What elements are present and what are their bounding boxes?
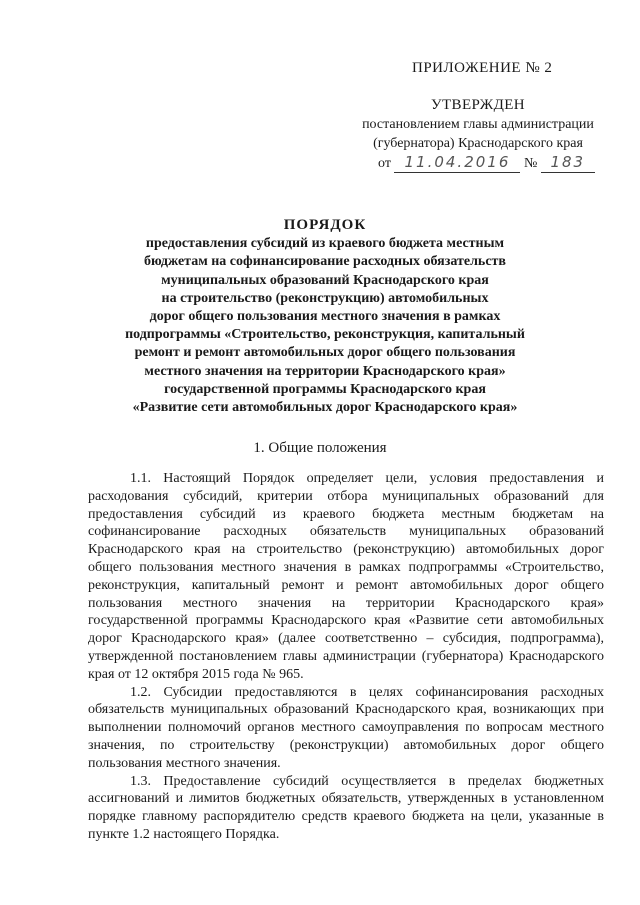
document-title-block bbox=[100, 216, 550, 417]
title-line: государственной программы Краснодарского края bbox=[164, 381, 486, 397]
paragraph-1-3: 1.3. Предоставление субсидий осуществляется в пределах бюджетных ассигнований и лимитов бюджетных обязательств, утвержденных в установленном порядке главному распорядителю средств краевого бюджета на цели, указанные в пункте 1.2 настоящего Порядка. bbox=[88, 773, 604, 842]
date-prefix: от bbox=[378, 156, 391, 171]
handwritten-date: 11.04.2016 bbox=[394, 153, 520, 173]
title-line: дорог общего пользования местного значения в рамках bbox=[149, 309, 501, 325]
title-line: на строительство (реконструкцию) автомобильных bbox=[161, 290, 489, 306]
date-line bbox=[348, 153, 608, 173]
title-line: подпрограммы «Строительство, реконструкция, капитальный bbox=[125, 327, 525, 343]
title-line: ремонт и ремонт автомобильных дорог общего пользования bbox=[134, 345, 516, 361]
title-line: предоставления субсидий из краевого бюджета местным bbox=[145, 236, 505, 252]
title-line: муниципальных образований Краснодарского края bbox=[161, 272, 489, 288]
paragraph-1-2: 1.2. Субсидии предоставляются в целях софинансирования расходных обязательств муниципальных образований Краснодарского края, возникающих при выполнении полномочий органов местного самоуправления по вопросам местного значения, по строительству (реконструкции) автомобильных дорог общего пользования местного значения. bbox=[88, 684, 604, 771]
number-prefix: № bbox=[523, 156, 538, 171]
title-line: бюджетам на софинансирование расходных обязательств bbox=[144, 254, 506, 270]
appendix-label: ПРИЛОЖЕНИЕ № 2 bbox=[412, 60, 553, 76]
body-text bbox=[88, 470, 604, 844]
section-heading: 1. Общие положения bbox=[253, 440, 387, 456]
approved-title: УТВЕРЖДЕН bbox=[430, 97, 526, 113]
approved-by-line2: (губернатора) Краснодарского края bbox=[373, 136, 583, 151]
paragraph-1-1: 1.1. Настоящий Порядок определяет цели, условия предоставления и расходования субсидий, критерии отбора муниципальных образований для предоставления субсидий из краевого бюджета местным бюджетам на софинансирование расходных обязательств муниципальных образований Краснодарского края на строительство (реконструкцию) автомобильных дорог общего пользования местного значения в рамках подпрограммы «Строительство, реконструкция, капитальный ремонт и ремонт автомобильных дорог общего пользования местного значения на территории Краснодарского края» государственной программы Краснодарского края «Развитие сети автомобильных дорог Краснодарского края» (далее соответственно – субсидия, подпрограмма), утвержденной постановлением главы администрации (губернатора) Краснодарского края от 12 октября 2015 года № 965. bbox=[88, 471, 604, 682]
approved-by-line1: постановлением главы администрации bbox=[362, 117, 594, 132]
handwritten-number: 183 bbox=[541, 153, 595, 173]
approval-block bbox=[348, 96, 608, 173]
document-title: ПОРЯДОК bbox=[283, 217, 367, 233]
title-line: «Развитие сети автомобильных дорог Краснодарского края» bbox=[132, 400, 518, 416]
title-line: местного значения на территории Краснодарского края» bbox=[144, 363, 506, 379]
